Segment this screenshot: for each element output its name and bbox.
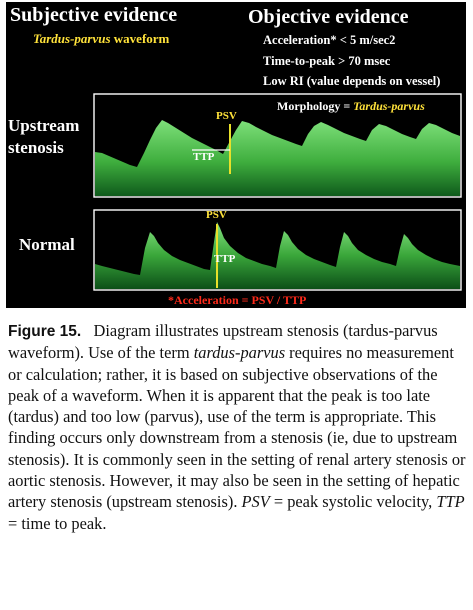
subjective-subtitle-italic: Tardus-parvus bbox=[33, 31, 111, 46]
caption-def-psv: = peak systolic velocity, bbox=[269, 492, 437, 512]
upstream-psv-label: PSV bbox=[216, 110, 237, 122]
caption-text-2: requires no measurement or calculation; rather, it is based on subjective observations of the peak of a waveform. When it is apparent that the peak is too late (tardus) and too low (parvus), use of the term is appropriate. This finding occurs only downstream from a stenosis (ie, due to upstream stenosis). It is commonly seen in the setting of renal artery stenosis or aortic stenosis. However, it may also be seen in the setting of hepatic artery stenosis (upstream stenosis). bbox=[8, 343, 466, 512]
caption-label: Figure 15. bbox=[8, 323, 82, 340]
morphology-value: Tardus-parvus bbox=[353, 99, 425, 113]
morphology-label bbox=[277, 99, 425, 114]
normal-ttp-label: TTP bbox=[214, 253, 236, 265]
subjective-title: Subjective evidence bbox=[10, 4, 178, 26]
objective-title: Objective evidence bbox=[248, 6, 409, 28]
caption-abbr-psv: PSV bbox=[241, 492, 270, 512]
caption-def-ttp: = time to peak. bbox=[8, 513, 107, 533]
acceleration-formula: *Acceleration = PSV / TTP bbox=[168, 293, 307, 307]
criterion-time-to-peak: Time-to-peak > 70 msec bbox=[263, 54, 391, 68]
morphology-prefix: Morphology = bbox=[277, 99, 354, 113]
upstream-ttp-label: TTP bbox=[193, 151, 215, 163]
subjective-subtitle-rest: waveform bbox=[110, 31, 170, 46]
diagram-figure bbox=[6, 2, 466, 308]
normal-psv-label: PSV bbox=[206, 209, 227, 221]
figure-caption bbox=[8, 320, 468, 534]
subjective-subtitle bbox=[33, 31, 169, 47]
caption-abbr-ttp: TTP bbox=[436, 492, 465, 512]
criterion-acceleration: Acceleration* < 5 m/sec2 bbox=[263, 33, 396, 47]
normal-label: Normal bbox=[19, 235, 75, 254]
caption-text-1: Diagram illustrates upstream stenosis (tardus-parvus waveform). Use of the term bbox=[8, 321, 438, 363]
criterion-low-ri: Low RI (value depends on vessel) bbox=[263, 74, 441, 88]
caption-italic-term: tardus-parvus bbox=[193, 343, 286, 363]
upstream-stenosis-label: Upstream stenosis bbox=[8, 116, 80, 157]
